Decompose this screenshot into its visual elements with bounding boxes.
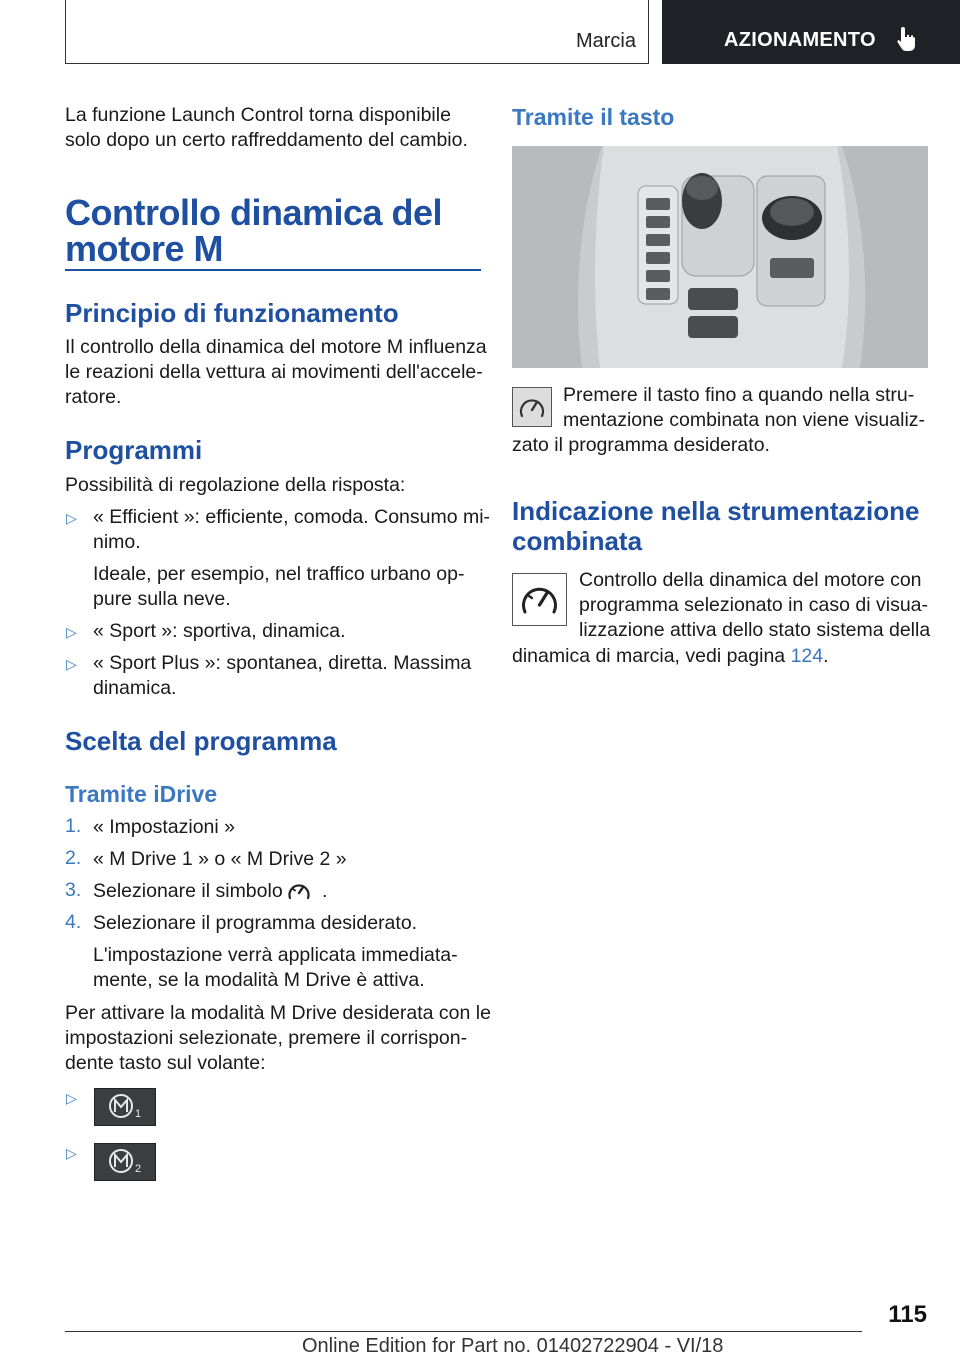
- press-button-line-3: zato il programma desiderato.: [512, 434, 770, 456]
- display-text-line-4-end: .: [823, 645, 829, 667]
- chapter-title: AZIONAMENTO: [724, 29, 876, 51]
- program-efficient-line-1: « Efficient »: efficiente, comoda. Consumo mi-: [93, 506, 491, 528]
- speedometer-icon: [287, 880, 311, 902]
- header-section-box: [65, 0, 649, 64]
- section-title: Marcia: [575, 30, 636, 52]
- step-number: 3.: [65, 879, 82, 901]
- activate-line-2: impostazioni selezionate, premere il corrispon-: [65, 1027, 468, 1049]
- footer-rule: [65, 1331, 862, 1332]
- center-console-photo: [512, 146, 928, 368]
- activate-line-3: dente tasto sul volante:: [65, 1052, 266, 1074]
- programs-heading: Programmi: [65, 435, 203, 465]
- display-text-line-3: lizzazione attiva dello stato sistema della: [579, 619, 931, 641]
- step-1: « Impostazioni »: [93, 816, 235, 838]
- step-3-end: .: [322, 880, 328, 902]
- select-program-heading: Scelta del programma: [65, 726, 337, 756]
- intro-line-2: solo dopo un certo raffreddamento del cambio.: [65, 129, 468, 151]
- bullet-icon: ▷: [66, 510, 77, 526]
- display-text-line-4-start: dinamica di marcia, vedi pagina: [512, 645, 791, 667]
- step-2: « M Drive 1 » o « M Drive 2 »: [93, 848, 347, 870]
- step-4: Selezionare il programma desiderato.: [93, 912, 418, 934]
- footer-edition: Online Edition for Part no. 01402722904 - VI/18: [302, 1335, 724, 1357]
- bullet-icon: ▷: [66, 624, 77, 640]
- display-text-line-2: programma selezionato in caso di visua-: [579, 594, 929, 616]
- program-efficient-note-2: pure sulla neve.: [93, 588, 231, 610]
- programs-intro: Possibilità di regolazione della risposta:: [65, 474, 406, 496]
- step-4-note-1: L'impostazione verrà applicata immediata-: [93, 944, 458, 966]
- step-3-text: Selezionare il simbolo: [93, 880, 283, 902]
- program-sport: « Sport »: sportiva, dinamica.: [93, 620, 346, 642]
- display-text-line-1: Controllo della dinamica del motore con: [579, 569, 922, 591]
- pointing-hand-icon: [896, 26, 918, 52]
- press-button-line-2: mentazione combinata non viene visualiz-: [563, 409, 926, 431]
- m1-steering-button-icon: [94, 1088, 156, 1126]
- title-rule: [65, 269, 481, 271]
- button-heading: Tramite il tasto: [512, 104, 675, 130]
- step-number: 1.: [65, 815, 82, 837]
- press-button-line-1: Premere il tasto fino a quando nella stru-: [563, 384, 915, 406]
- display-text-line-4: [512, 644, 829, 669]
- program-sport-plus-line-2: dinamica.: [93, 677, 177, 699]
- chapter-tab[interactable]: [662, 0, 960, 64]
- display-heading-line-1: Indicazione nella strumentazione: [512, 496, 920, 526]
- display-heading-line-2: combinata: [512, 526, 643, 556]
- step-number: 4.: [65, 911, 82, 933]
- bullet-icon: ▷: [66, 656, 77, 672]
- principle-line-2: le reazioni della vettura ai movimenti dell'accele-: [65, 361, 483, 383]
- step-number: 2.: [65, 847, 82, 869]
- page-title-line-1: Controllo dinamica del: [65, 192, 443, 233]
- bullet-icon: ▷: [66, 1090, 77, 1106]
- idrive-heading: Tramite iDrive: [65, 781, 218, 807]
- program-efficient-note-1: Ideale, per esempio, nel traffico urbano op-: [93, 563, 465, 585]
- drive-dynamics-button-icon: [512, 387, 552, 427]
- principle-line-3: ratore.: [65, 386, 122, 408]
- m2-sub-label: 2: [135, 1163, 142, 1175]
- speedometer-display-icon: [512, 573, 567, 626]
- page-reference-link[interactable]: 124: [790, 645, 824, 667]
- program-efficient-line-2: nimo.: [93, 531, 141, 553]
- bullet-icon: ▷: [66, 1145, 77, 1161]
- principle-heading: Principio di funzionamento: [65, 298, 399, 328]
- page-number: 115: [888, 1301, 927, 1328]
- intro-line-1: La funzione Launch Control torna disponibile: [65, 104, 451, 126]
- page-title-line-2: motore M: [65, 228, 223, 269]
- step-4-note-2: mente, se la modalità M Drive è attiva.: [93, 969, 425, 991]
- m1-sub-label: 1: [135, 1108, 142, 1120]
- m2-steering-button-icon: [94, 1143, 156, 1181]
- activate-line-1: Per attivare la modalità M Drive desiderata con le: [65, 1002, 491, 1024]
- program-sport-plus-line-1: « Sport Plus »: spontanea, diretta. Massima: [93, 652, 472, 674]
- principle-line-1: Il controllo della dinamica del motore M influenza: [65, 336, 487, 358]
